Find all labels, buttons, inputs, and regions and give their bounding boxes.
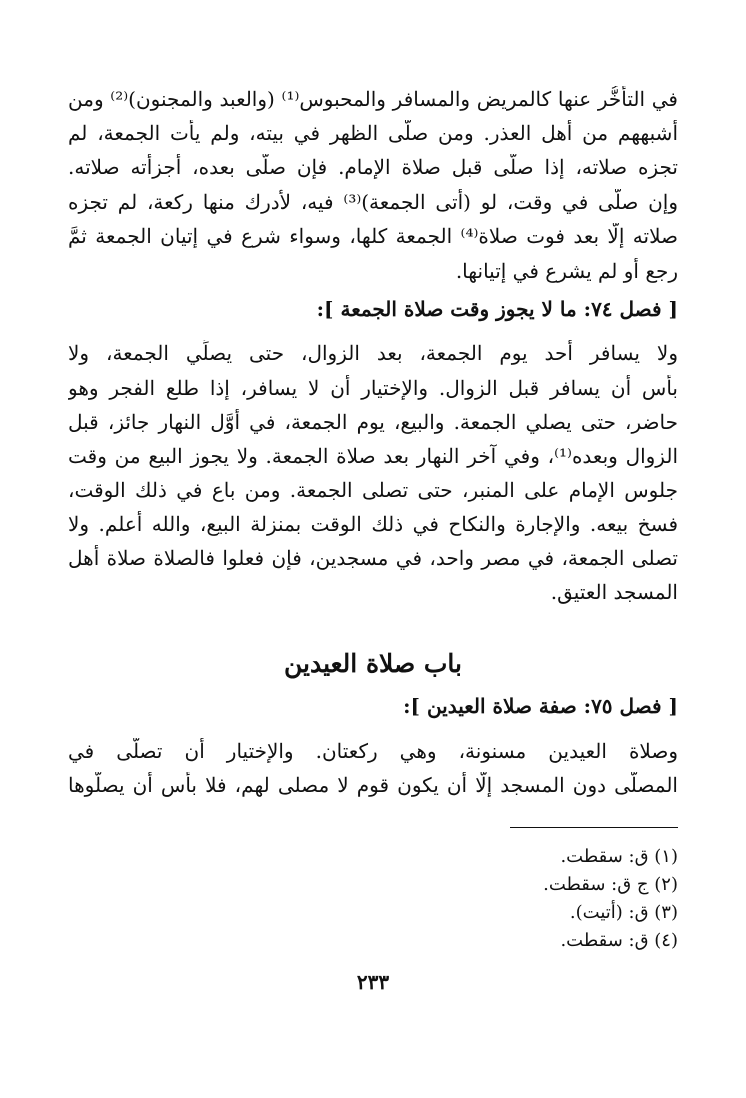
chapter-title: باب صلاة العيدين bbox=[283, 649, 463, 678]
page-number: ٢٣٣ bbox=[356, 970, 390, 994]
footnote: (٣) ق: (أتيت). bbox=[569, 902, 678, 923]
text-line: الزوال وبعده⁽¹⁾، وفي آخر النهار بعد صلاة الجمعة. ولا يجوز البيع من وقت bbox=[68, 444, 678, 468]
text-line: في التأخُّر عنها كالمريض والمسافر والمحبوس⁽¹⁾ (والعبد والمجنون)⁽²⁾ ومن bbox=[68, 87, 678, 111]
text-line: تجزه صلاته، إذا صلَّى قبل صلاة الإمام. فإن صلَّى بعده، أجزأته صلاته. bbox=[68, 155, 678, 179]
text-line: حاضر، حتى يصلي الجمعة. والبيع، يوم الجمعة، في أوَّل النهار جائز، قبل bbox=[68, 410, 678, 434]
text-line: ولا يسافر أحد يوم الجمعة، بعد الزوال، حتى يصلِّي الجمعة، ولا bbox=[68, 341, 678, 365]
text-line: وإن صلَّى في وقت، لو (أتى الجمعة)⁽³⁾ فيه، لأدرك منها ركعة، لم تجزه bbox=[68, 190, 678, 214]
text-line: فسخ بيعه. والإجارة والنكاح في ذلك الوقت بمنزلة البيع، والله أعلم. ولا bbox=[68, 512, 678, 536]
text-line: المسجد العتيق. bbox=[550, 580, 678, 604]
section-75-heading: [ فصل ٧٥: صفة صلاة العيدين ]: bbox=[403, 694, 678, 718]
text-line: رجع أو لم يشرع في إتيانها. bbox=[455, 259, 678, 283]
text-line: بأس أن يسافر قبل الزوال. والإختيار أن لا يسافر، إذا طلع الفجر وهو bbox=[68, 376, 678, 400]
text-line: تصلى الجمعة، في مصر واحد، في مسجدين، فإن فعلوا فالصلاة صلاة أهل bbox=[68, 546, 678, 570]
text-line: جلوس الإمام على المنبر، حتى تصلى الجمعة. ومن باع في ذلك الوقت، bbox=[68, 478, 678, 502]
footnote: (٢) ج ق: سقطت. bbox=[543, 874, 678, 895]
text-line: أشبههم من أهل العذر. ومن صلَّى الظهر في بيته، ولم يأت الجمعة، لم bbox=[68, 121, 678, 145]
text-line: المصلَّى دون المسجد إلَّا أن يكون قوم لا مصلى لهم، فلا بأس أن يصلُّوها bbox=[68, 773, 678, 797]
footnote-divider bbox=[510, 827, 678, 828]
section-74-heading: [ فصل ٧٤: ما لا يجوز وقت صلاة الجمعة ]: bbox=[316, 297, 678, 321]
footnote: (١) ق: سقطت. bbox=[560, 846, 678, 867]
footnote: (٤) ق: سقطت. bbox=[560, 930, 678, 951]
text-line: وصلاة العيدين مسنونة، وهي ركعتان. والإختيار أن تصلَّى في bbox=[68, 739, 678, 763]
text-line: صلاته إلَّا بعد فوت صلاة⁽⁴⁾ الجمعة كلها، وسواء شرع في إتيان الجمعة ثمَّ bbox=[68, 224, 678, 248]
